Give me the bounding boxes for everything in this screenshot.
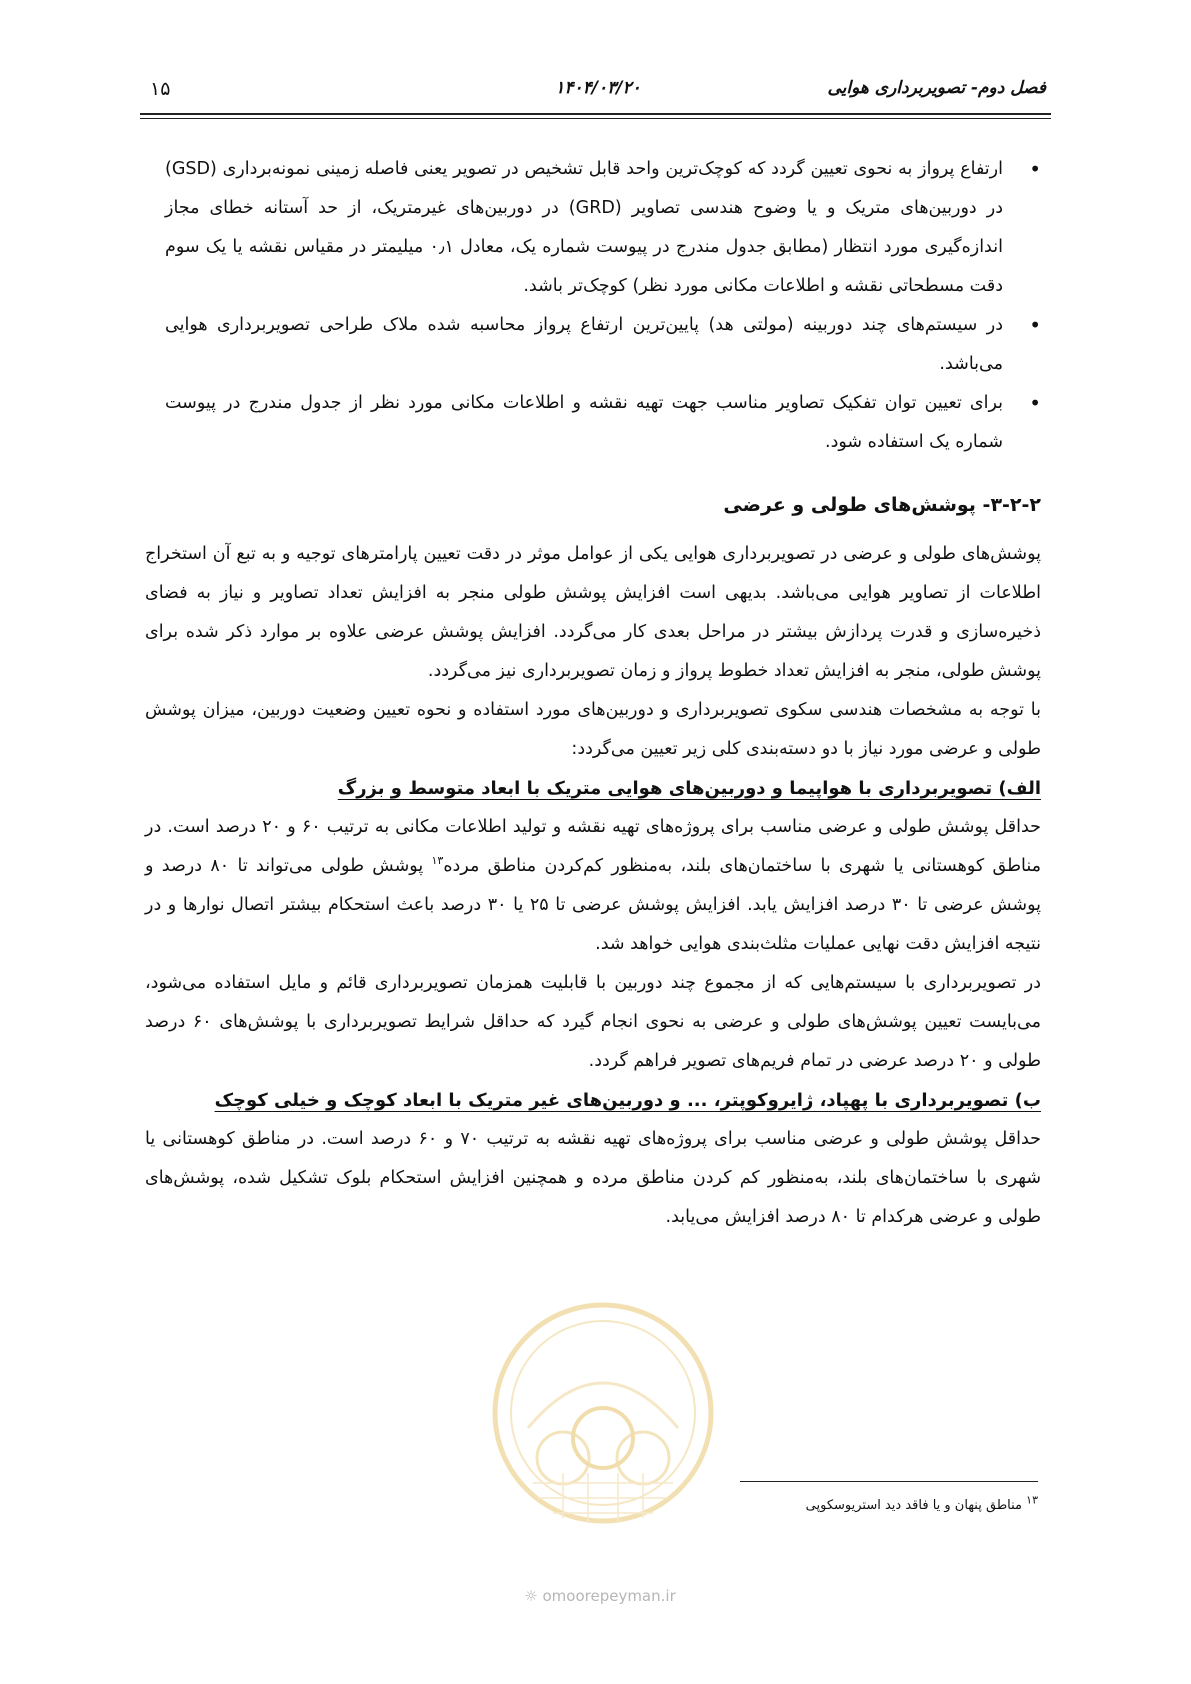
footnote-mark: ۱۳ (1026, 1493, 1038, 1507)
subheading-b: ب) تصویربرداری با پهپاد، ژایروکوپتر، ... و دوربین‌های غیر متریک با ابعاد کوچک و خیلی کوچک (214, 1090, 1041, 1111)
subheading-a: الف) تصویربرداری با هواپیما و دوربین‌های هوایی متریک با ابعاد متوسط و بزرگ (337, 778, 1041, 799)
seal-logo-icon (488, 1278, 718, 1538)
body-text (145, 150, 1041, 1237)
footnote-rule (740, 1481, 1038, 1482)
globe-icon: ☼ (524, 1587, 538, 1605)
running-header (150, 78, 1046, 110)
header-rule-thin (140, 118, 1051, 119)
section-heading: ۳-۲-۲- پوشش‌های طولی و عرضی (723, 494, 1041, 516)
header-rule-thick (140, 113, 1051, 115)
footnote-text: مناطق پنهان و یا فاقد دید استریوسکوپی (805, 1498, 1023, 1513)
footnote-reference: ۱۳ (431, 854, 444, 868)
list-item: • برای تعیین توان تفکیک تصاویر مناسب جهت تهیه نقشه و اطلاعات مکانی مورد نظر از جدول مندرج در پیوست شماره یک استفاده شود. (145, 384, 1041, 462)
header-date: ۱۴۰۴/۰۳/۲۰ (555, 78, 641, 98)
paragraph-with-footnote (145, 808, 1041, 964)
paragraph: حداقل پوشش طولی و عرضی مناسب برای پروژه‌های تهیه نقشه به ترتیب ۷۰ و ۶۰ درصد است. در مناطق کوهستانی یا شهری با ساختمان‌های بلند، به‌منظور کم کردن مناطق مرده و همچنین افزایش استحکام بلوک تشکیل شده، پوشش‌های طولی و عرضی هرکدام تا ۸۰ درصد افزایش می‌یابد. (145, 1129, 1041, 1227)
list-item: • در سیستم‌های چند دوربینه (مولتی هد) پایین‌ترین ارتفاع پرواز محاسبه شده ملاک طراحی تصویربرداری هوایی می‌باشد. (145, 306, 1041, 384)
chapter-title: فصل دوم- تصویربرداری هوایی (827, 78, 1046, 98)
paragraph: پوشش‌های طولی و عرضی در تصویربرداری هوایی یکی از عوامل موثر در دقت تعیین پارامترهای توجیه و به تبع آن استخراج اطلاعات از تصاویر هوایی می‌باشد. بدیهی است افزایش پوشش طولی منجر به افزایش تعداد تصاویر و نیاز به فضای ذخیره‌سازی و قدرت پردازش بیشتر در مراحل بعدی کار می‌گردد. افزایش پوشش عرضی علاوه بر موارد ذکر شده برای پوشش طولی، منجر به افزایش تعداد خطوط پرواز و زمان تصویربرداری نیز می‌گردد. (145, 544, 1041, 681)
page-number: ۱۵ (150, 78, 171, 100)
paragraph: با توجه به مشخصات هندسی سکوی تصویربرداری و دوربین‌های مورد استفاده و نحوه تعیین وضعیت دوربین، میزان پوشش طولی و عرضی مورد نیاز با دو دسته‌بندی کلی زیر تعیین می‌گردد: (145, 700, 1041, 759)
list-item: • ارتفاع پرواز به نحوی تعیین گردد که کوچک‌ترین واحد قابل تشخیص در تصویر یعنی فاصله زمینی نمونه‌برداری (GSD) در دوربین‌های متریک و یا وضوح هندسی تصاویر (GRD) در دوربین‌های غیرمتریک، از حد آستانه خطای مجاز اندازه‌گیری مورد انتظار (مطابق جدول مندرج در پیوست شماره یک، معادل ۰٫۱ میلیمتر در مقیاس نقشه یا یک سوم دقت مسطحاتی نقشه و اطلاعات مکانی مورد نظر) کوچک‌تر باشد. (145, 150, 1041, 306)
watermark-url: omoorepeyman.ir (542, 1587, 676, 1605)
paragraph: در تصویربرداری با سیستم‌هایی که از مجموع چند دوربین با قابلیت همزمان تصویربرداری قائم و مایل استفاده می‌شود، می‌بایست تعیین پوشش‌های طولی و عرضی به نحوی انجام گیرد که حداقل شرایط تصویربرداری با پوشش‌های ۶۰ درصد طولی و ۲۰ درصد عرضی در تمام فریم‌های تصویر فراهم گردد. (145, 973, 1041, 1071)
paragraph-text: پوشش طولی می‌تواند تا ۸۰ درصد و پوشش عرضی تا ۳۰ درصد افزایش یابد. افزایش پوشش عرضی تا ۲۵ یا ۳۰ درصد باعث استحکام بیشتر اتصال نوارها و در نتیجه افزایش دقت نهایی عملیات مثلث‌بندی هوایی خواهد شد. (145, 856, 1041, 954)
watermark-site (500, 1587, 700, 1605)
bullet-list (145, 150, 1041, 462)
footnote (805, 1493, 1038, 1513)
paragraph-text: حداقل پوشش طولی و عرضی مناسب برای پروژه‌های تهیه نقشه و تولید اطلاعات مکانی به ترتیب ۶۰ و ۲۰ درصد است. در مناطق کوهستانی یا شهری با ساختمان‌های بلند، به‌منظور کم‌کردن مناطق مرده (145, 817, 1042, 876)
